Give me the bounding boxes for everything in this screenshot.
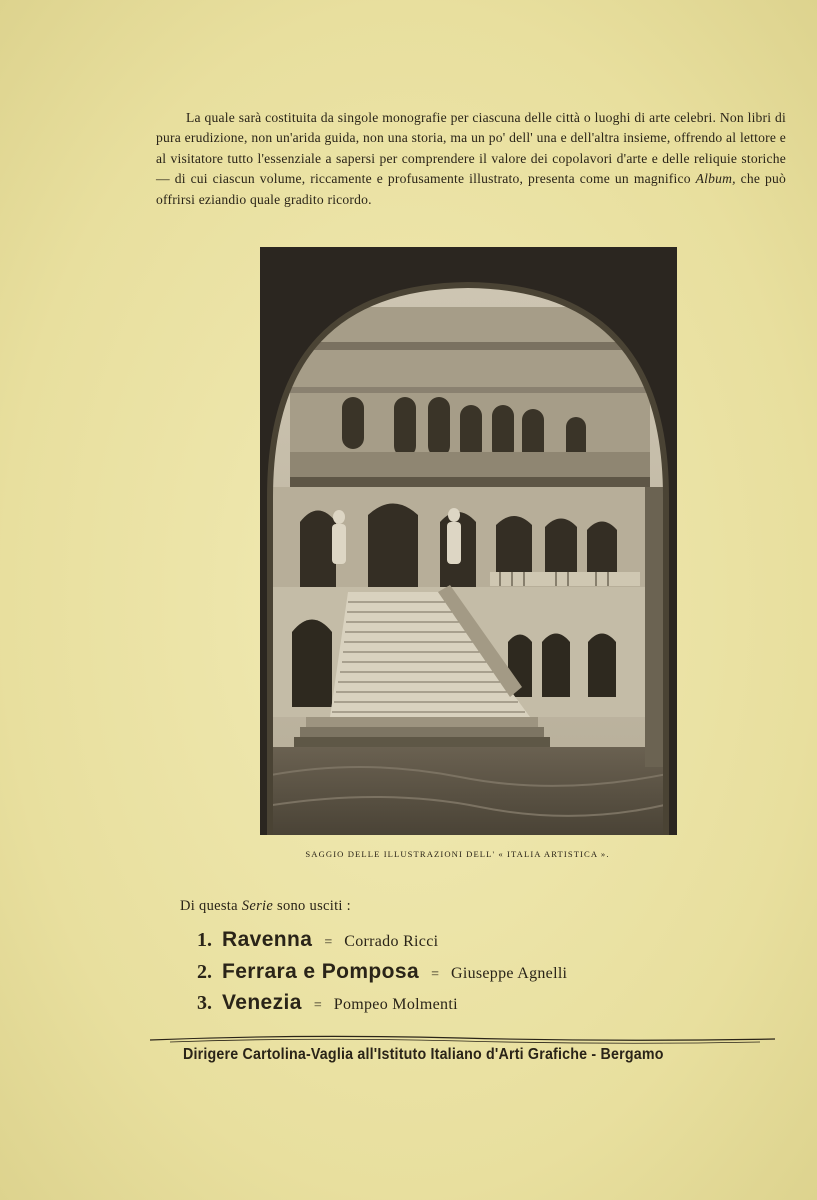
volume-number: 1. bbox=[197, 929, 212, 951]
volume-author: Giuseppe Agnelli bbox=[450, 965, 568, 982]
intro-text-after: che può offrirsi eziandio quale gradito ricordo. bbox=[156, 171, 786, 207]
series-intro-before: Di questa bbox=[180, 898, 242, 914]
volume-author: Pompeo Molmenti bbox=[333, 996, 458, 1013]
order-instructions: Dirigere Cartolina-Vaglia all'Istituto Italiano d'Arti Grafiche - Bergamo bbox=[183, 1046, 664, 1063]
volume-separator: = bbox=[313, 998, 322, 1013]
volume-separator: = bbox=[324, 935, 333, 950]
volume-item-ferrara bbox=[197, 960, 567, 984]
volume-city: Ravenna bbox=[222, 928, 313, 951]
volume-city: Venezia bbox=[222, 991, 302, 1014]
volume-number: 2. bbox=[197, 961, 212, 983]
series-intro bbox=[180, 898, 351, 915]
volume-author: Corrado Ricci bbox=[344, 933, 439, 950]
volume-separator: = bbox=[431, 967, 439, 982]
intro-paragraph bbox=[156, 108, 786, 211]
series-intro-after: sono usciti : bbox=[273, 898, 352, 914]
album-italic: Album, bbox=[695, 171, 736, 187]
photograph-illustration bbox=[260, 247, 677, 835]
volume-city: Ferrara e Pomposa bbox=[222, 960, 420, 983]
illustration-caption: SAGGIO DELLE ILLUSTRAZIONI DELL' « ITALIA ARTISTICA ». bbox=[305, 849, 610, 859]
series-italic: Serie bbox=[241, 898, 274, 914]
intro-text-before: La quale sarà costituita da singole monografie per ciascuna delle città o luoghi di arte celebri. Non libri di pura erudizione, non un'arida guida, non una storia, ma un po' dell' una e dell'altra insieme, offrendo al lettore e al visitatore tutto l'essenziale a sapersi per comprendere il valore dei copolavori d'arte e delle reliquie storiche — di cui ciascun volume, riccamente e profusamente illustrato, presenta come un magnifico bbox=[156, 109, 786, 187]
volume-item-venezia bbox=[197, 991, 458, 1015]
volume-number: 3. bbox=[197, 992, 212, 1014]
volume-item-ravenna bbox=[197, 928, 438, 952]
staircase-photograph bbox=[260, 247, 677, 835]
